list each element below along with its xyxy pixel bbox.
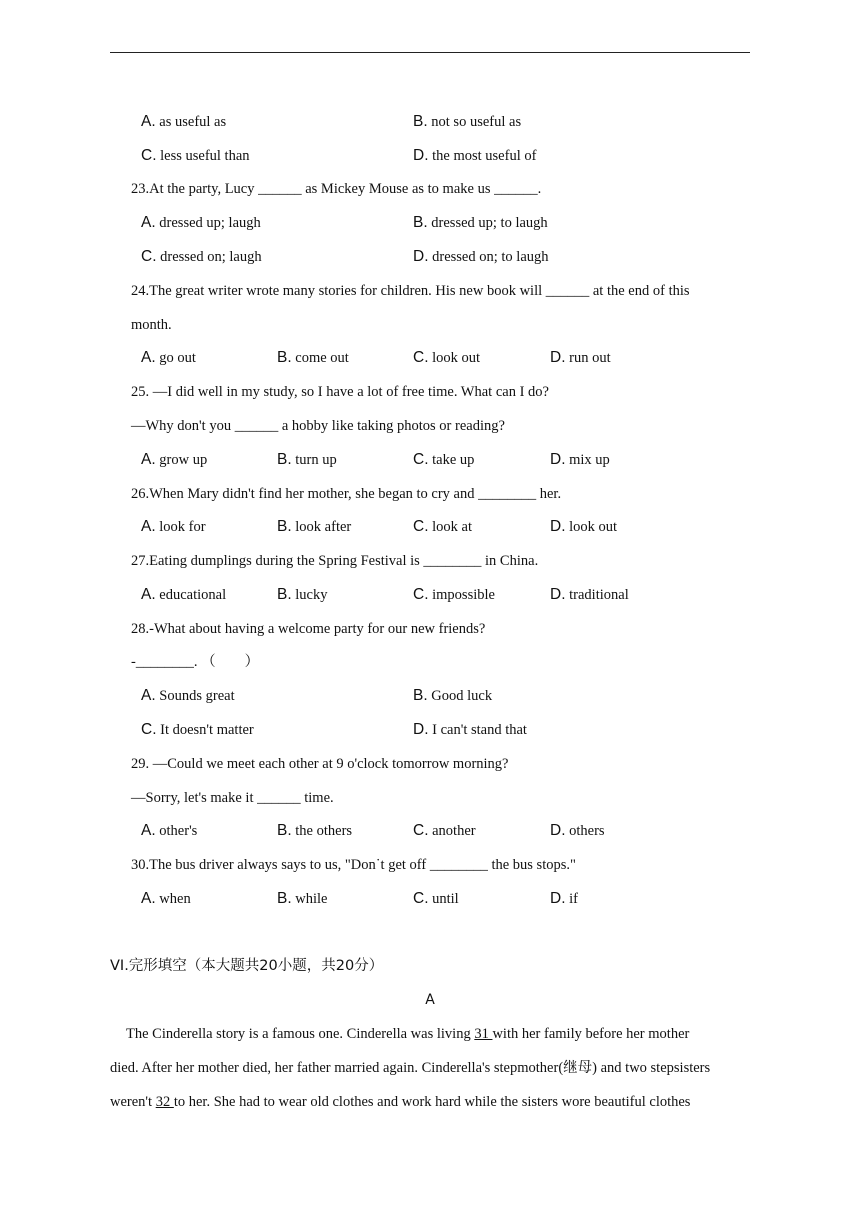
q23-option-c[interactable] <box>141 247 262 267</box>
q24-option-c[interactable] <box>413 348 480 368</box>
option-letter: A. <box>141 113 156 130</box>
option-text: when <box>155 891 191 907</box>
q25-option-a[interactable] <box>141 450 207 470</box>
option-text: turn up <box>291 452 337 468</box>
option-text: not so useful as <box>427 114 522 130</box>
passage-line-2: died. After her mother died, her father married again. Cinderella's stepmother(继母) and two stepsisters <box>110 1060 711 1076</box>
q25-option-b[interactable] <box>277 450 337 470</box>
q28-stem-line1: 28.-What about having a welcome party for our new friends? <box>131 621 486 637</box>
option-letter: D. <box>550 349 566 366</box>
q26-option-b[interactable] <box>277 517 351 537</box>
option-letter: D. <box>550 451 566 468</box>
q29-option-b[interactable] <box>277 821 352 841</box>
q28-stem-line2: -________. （ ） <box>131 654 260 670</box>
option-text: dressed up; to laugh <box>427 215 548 231</box>
header-rule <box>110 52 750 53</box>
q29-option-c[interactable] <box>413 821 476 841</box>
option-letter: C. <box>413 349 429 366</box>
passage-line-3 <box>110 1092 750 1112</box>
q23-option-d[interactable] <box>413 247 549 267</box>
q23-option-b[interactable] <box>413 213 548 233</box>
option-letter: D. <box>413 721 429 738</box>
q30-option-a[interactable] <box>141 889 191 909</box>
option-letter: B. <box>413 214 428 231</box>
q24-stem-line1: 24.The great writer wrote many stories for children. His new book will ______ at the end of this <box>131 283 690 299</box>
q28-option-d[interactable] <box>413 720 527 740</box>
option-letter: A. <box>141 518 156 535</box>
passage-text: to her. She had to wear old clothes and work hard while the sisters wore beautiful clothes <box>173 1094 691 1110</box>
q24-option-a[interactable] <box>141 348 196 368</box>
option-text: educational <box>155 587 227 603</box>
q27-option-d[interactable] <box>550 585 629 605</box>
option-text: the others <box>291 823 353 839</box>
option-letter: D. <box>550 890 566 907</box>
q27-option-a[interactable] <box>141 585 226 605</box>
q27-stem: 27.Eating dumplings during the Spring Festival is ________ in China. <box>131 553 539 569</box>
option-text: look at <box>428 519 472 535</box>
option-letter: B. <box>277 890 292 907</box>
option-text: while <box>291 891 328 907</box>
passage-line-1 <box>126 1024 766 1044</box>
option-letter: B. <box>413 687 428 704</box>
q29-option-a[interactable] <box>141 821 197 841</box>
option-letter: B. <box>277 518 292 535</box>
option-text: others <box>565 823 605 839</box>
q22-option-d[interactable] <box>413 146 536 166</box>
option-text: I can't stand that <box>428 722 527 738</box>
option-letter: B. <box>277 349 292 366</box>
option-text: as useful as <box>155 114 227 130</box>
option-text: impossible <box>428 587 495 603</box>
option-letter: C. <box>141 147 157 164</box>
q23-option-a[interactable] <box>141 213 261 233</box>
option-text: It doesn't matter <box>156 722 254 738</box>
q26-option-a[interactable] <box>141 517 206 537</box>
option-text: another <box>428 823 476 839</box>
passage-text: The Cinderella story is a famous one. Cinderella was living <box>126 1026 475 1042</box>
option-text: lucky <box>291 587 328 603</box>
option-letter: A. <box>141 451 156 468</box>
q24-stem-line2: month. <box>131 317 172 333</box>
option-letter: B. <box>413 113 428 130</box>
option-text: look for <box>155 519 206 535</box>
option-text: run out <box>565 350 611 366</box>
q25-stem-line1: 25. —I did well in my study, so I have a lot of free time. What can I do? <box>131 384 549 400</box>
passage-label: A <box>425 992 435 1008</box>
option-text: traditional <box>565 587 629 603</box>
option-text: until <box>428 891 459 907</box>
option-text: if <box>565 891 578 907</box>
option-letter: B. <box>277 586 292 603</box>
q28-option-b[interactable] <box>413 686 492 706</box>
q30-stem: 30.The bus driver always says to us, "Don˙t get off ________ the bus stops." <box>131 857 576 873</box>
q24-option-b[interactable] <box>277 348 349 368</box>
option-letter: C. <box>413 518 429 535</box>
option-text: come out <box>291 350 349 366</box>
option-letter: A. <box>141 890 156 907</box>
option-text: Good luck <box>427 688 493 704</box>
q30-option-c[interactable] <box>413 889 459 909</box>
q29-stem-line2: —Sorry, let's make it ______ time. <box>131 790 334 806</box>
q25-option-d[interactable] <box>550 450 610 470</box>
passage-text: weren't <box>110 1094 156 1110</box>
option-text: the most useful of <box>428 148 537 164</box>
option-letter: C. <box>141 248 157 265</box>
option-text: look out <box>565 519 618 535</box>
option-text: Sounds great <box>155 688 235 704</box>
option-letter: C. <box>413 822 429 839</box>
option-letter: C. <box>413 890 429 907</box>
q24-option-d[interactable] <box>550 348 611 368</box>
option-letter: D. <box>550 822 566 839</box>
q26-option-d[interactable] <box>550 517 617 537</box>
passage-text: with her family before her mother <box>492 1026 690 1042</box>
option-text: take up <box>428 452 475 468</box>
q26-stem: 26.When Mary didn't find her mother, she began to cry and ________ her. <box>131 486 562 502</box>
section-heading: VI.完形填空（本大题共20小题，共20分） <box>110 958 384 974</box>
q29-option-d[interactable] <box>550 821 605 841</box>
option-letter: D. <box>550 586 566 603</box>
option-letter: D. <box>413 248 429 265</box>
option-letter: A. <box>141 349 156 366</box>
q27-option-c[interactable] <box>413 585 495 605</box>
option-text: go out <box>155 350 196 366</box>
option-letter: A. <box>141 214 156 231</box>
q28-option-a[interactable] <box>141 686 235 706</box>
q27-option-b[interactable] <box>277 585 328 605</box>
q25-option-c[interactable] <box>413 450 474 470</box>
option-letter: C. <box>413 586 429 603</box>
q26-option-c[interactable] <box>413 517 472 537</box>
option-text: look out <box>428 350 481 366</box>
option-text: dressed on; to laugh <box>428 249 549 265</box>
option-text: dressed on; laugh <box>156 249 262 265</box>
option-letter: D. <box>413 147 429 164</box>
option-letter: A. <box>141 822 156 839</box>
option-text: dressed up; laugh <box>155 215 261 231</box>
q25-stem-line2: —Why don't you ______ a hobby like taking photos or reading? <box>131 418 505 434</box>
option-text: look after <box>291 519 352 535</box>
q29-stem-line1: 29. —Could we meet each other at 9 o'clock tomorrow morning? <box>131 756 509 772</box>
option-letter: A. <box>141 586 156 603</box>
option-letter: A. <box>141 687 156 704</box>
q28-option-c[interactable] <box>141 720 254 740</box>
option-text: grow up <box>155 452 208 468</box>
option-letter: C. <box>413 451 429 468</box>
blank-31[interactable]: 31 <box>474 1026 493 1042</box>
q30-option-b[interactable] <box>277 889 328 909</box>
blank-32[interactable]: 32 <box>155 1094 174 1110</box>
option-letter: C. <box>141 721 157 738</box>
option-text: less useful than <box>156 148 250 164</box>
option-text: mix up <box>565 452 610 468</box>
q30-option-d[interactable] <box>550 889 578 909</box>
q23-stem: 23.At the party, Lucy ______ as Mickey Mouse as to make us ______. <box>131 181 542 197</box>
option-letter: D. <box>550 518 566 535</box>
q22-option-c[interactable] <box>141 146 250 166</box>
option-text: other's <box>155 823 198 839</box>
q22-option-b[interactable] <box>413 112 521 132</box>
option-letter: B. <box>277 822 292 839</box>
q22-option-a[interactable] <box>141 112 226 132</box>
option-letter: B. <box>277 451 292 468</box>
